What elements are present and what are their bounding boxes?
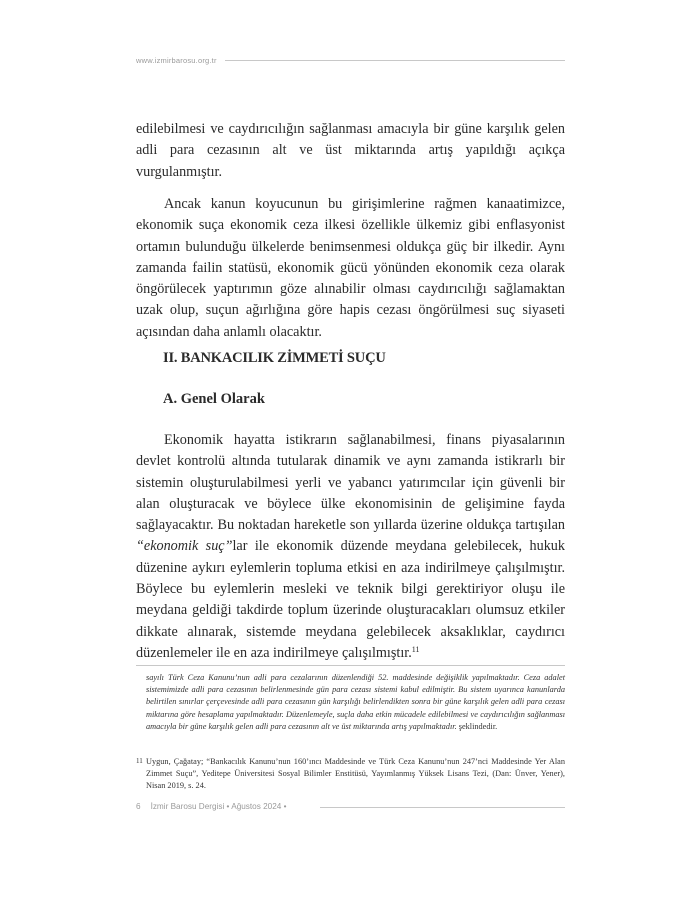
- footnote-rule: [136, 665, 565, 666]
- page-footer: [136, 802, 286, 812]
- header-url: www.izmirbarosu.org.tr: [136, 56, 217, 65]
- page-number: 6: [136, 802, 141, 811]
- paragraph-2: Ancak kanun koyucunun bu girişimlerine rağmen kanaatimizce, ekonomik suça ekonomik ceza ilkesi özellikle ülkemiz gibi enflasyonist ortamın bulunduğu ülkelerde benimsenmesi oldukça güç bir ilkedir. Aynı zamanda failin statüsü, ekonomik gücü yönünden ekonomik ceza olarak öngörülecek yaptırımın göze alınabilir olması caydırıcılığı sağlamaktan uzak olup, suçun ağırlığına göre hapis cezası öngörülmesi suç siyaseti açısından daha anlamlı olacaktır.: [136, 196, 565, 340]
- header-rule: [225, 60, 565, 61]
- footnote-11: [136, 756, 565, 793]
- footnote-11-text: Uygun, Çağatay; “Bankacılık Kanunu’nun 160’ıncı Maddesinde ve Türk Ceza Kanunu’nun 247’nci Maddesinde Yer Alan Zimmet Suçu”, Yeditepe Üniversitesi Sosyal Bilimler Enstitüsü, Yayımlanmış Yüksek Lisans Tezi, (Dan: Ünver, Yener), Nisan 2019, s. 24.: [146, 757, 565, 791]
- paragraph-3-text-a: Ekonomik hayatta istikrarın sağlanabilmesi, finans piyasalarının devlet kontrolü altında tutularak dinamik ve aynı zamanda istikrarlı bir sistemin oluşturulabilmesi yerli ve yabancı yatırımcılar için güvenli bir alan oluşturacak ve böylece ülke ekonomisinin de gelişimine fayda sağlayacaktır. Bu noktadan hareketle son yıllarda üzerine oldukça tartışılan: [136, 432, 565, 534]
- journal-name: İzmir Barosu Dergisi • Ağustos 2024 •: [150, 802, 287, 811]
- footer-rule: [320, 807, 565, 808]
- footnote-continued-tail: şeklindedir.: [456, 721, 498, 731]
- subsection-heading: A. Genel Olarak: [163, 391, 265, 407]
- paragraph-3-text-b: lar ile ekonomik düzende meydana gelebilecek, hukuk düzenine aykırı eylemlerin topluma etkisi en aza indirilmeye çalışılmıştır. Böylece bu eylemlerin mesleki ve teknik bilgi gerektiriyor oluşu ile meydana geldiği takdirde toplum üzerinde oluşturacakları olumsuz etkiler dikkate alınarak, sistemde meydana gelebilecek aksaklıklar, caydırıcı düzenlemeler ile en aza indirilmeye çalışılmıştır.: [136, 538, 565, 661]
- footnote-ref-11[interactable]: 11: [411, 644, 420, 654]
- section-heading: II. BANKACILIK ZİMMETİ SUÇU: [163, 350, 386, 366]
- paragraph-3: [136, 430, 565, 664]
- footnote-11-number: 11: [136, 757, 143, 765]
- footnote-continued: [146, 672, 565, 733]
- paragraph-1: edilebilmesi ve caydırıcılığın sağlanması amacıyla bir güne karşılık gelen adli para cezasının alt ve üst miktarında artış yapıldığı açıkça vurgulanmıştır.: [136, 121, 565, 180]
- paragraph-3-italic-term: “ekonomik suç”: [136, 538, 233, 555]
- footnote-continued-quote: sayılı Türk Ceza Kanunu’nun adli para cezalarının düzenlendiği 52. maddesinde değişiklik yapılmaktadır. Ceza adalet sistemimizde adli para cezasının belirlenmesinde gün para cezası sistemi kabul edilmiştir. Bu sistem uyarınca kanunlarda belirtilen sınırlar çerçevesinde adli para cezasının gün karşılığı belirlendikten sonra bir güne karşılık gelen adli para cezası miktarına göre hesaplama yapılmaktadır. Düzenlemeyle, suçla daha etkin mücadele edilebilmesi ve caydırıcılığın sağlanması amacıyla bir güne karşılık gelen adli para cezasının alt ve üst miktarında artış yapılmaktadır.: [146, 673, 565, 731]
